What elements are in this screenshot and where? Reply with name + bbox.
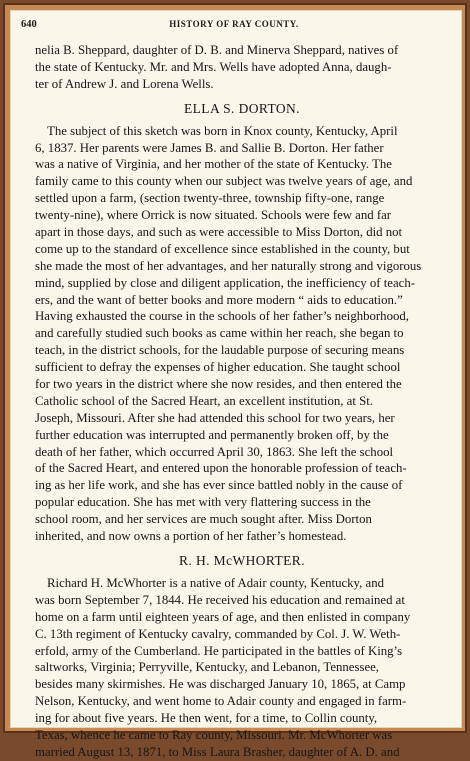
text-line: erfold, army of the Cumberland. He participated in the battles of King’s: [35, 643, 403, 658]
text-line: inherited, and now owns a portion of her father’s homestead.: [35, 529, 347, 544]
text-line: ers, and the want of better books and more modern “ aids to education.”: [35, 292, 403, 307]
text-line: was a native of Virginia, and her mother of the state of Kentucky. The: [35, 157, 392, 172]
text-line: sufficient to defray the expenses of higher education. She taught school: [35, 360, 401, 375]
text-line: Catholic school of the Sacred Heart, an excellent institution, at St.: [35, 393, 373, 408]
book-page: [10, 10, 462, 759]
text-line: she made the most of her advantages, and her naturally strong and vigorous: [35, 258, 422, 273]
text-line: Richard H. McWhorter is a native of Adair county, Kentucky, and: [47, 575, 384, 590]
section-heading-dorton: ELLA S. DORTON.: [184, 100, 300, 116]
text-line: ter of Andrew J. and Lorena Wells.: [35, 76, 214, 91]
text-line: saltworks, Virginia; Perryville, Kentucky, and Lebanon, Tennessee,: [35, 660, 380, 675]
text-line: death of her father, which occurred April 30, 1863. She left the school: [35, 444, 394, 459]
text-line: besides many skirmishes. He was discharged January 10, 1865, at Camp: [35, 677, 406, 692]
text-line: C. 13th regiment of Kentucky cavalry, commanded by Col. J. W. Weth-: [35, 626, 401, 641]
text-line: ing for about five years. He then went, for a time, to Collin county,: [35, 711, 378, 726]
text-line: come up to the standard of excellence since established in the county, but: [35, 241, 410, 256]
text-line: of the Sacred Heart, and entered upon the honorable profession of teach-: [35, 461, 407, 476]
text-line: and carefully studied such books as came within her reach, she began to: [35, 326, 404, 341]
text-line: further education was interrupted and permanently broken off, by the: [35, 427, 389, 442]
intro-paragraph: [35, 42, 449, 93]
text-line: ing as her life work, and she has ever since battled nobly in the cause of: [35, 478, 403, 493]
page-header: [21, 19, 447, 33]
section-heading-mcwhorter: R. H. McWHORTER.: [179, 552, 305, 568]
page-number: 640: [21, 19, 37, 30]
dorton-paragraph: [35, 123, 449, 545]
text-line: was born September 7, 1844. He received his education and remained at: [35, 592, 405, 607]
text-line: teach, in the district schools, for the laudable purpose of securing means: [35, 343, 405, 358]
text-line: Joseph, Missouri. After she had attended this school for two years, her: [35, 410, 395, 425]
text-line: school room, and her services are much sought after. Miss Dorton: [35, 512, 372, 527]
text-line: mind, supplied by close and diligent application, the inefficiency of teach-: [35, 275, 416, 290]
text-line: family came to this county when our subject was twelve years of age, and: [35, 174, 413, 189]
text-line: Texas, whence he came to Ray county, Missouri. Mr. McWhorter was: [35, 727, 393, 742]
text-line: for two years in the district where she now resides, and then entered the: [35, 377, 402, 392]
text-line: popular education. She has met with very flattering success in the: [35, 495, 371, 510]
page-frame: [3, 3, 467, 759]
running-title: HISTORY OF RAY COUNTY.: [169, 19, 299, 29]
text-line: nelia B. Sheppard, daughter of D. B. and Minerva Sheppard, natives of: [35, 43, 399, 57]
text-line: apart in those days, and such as were accessible to Miss Dorton, did not: [35, 225, 403, 240]
text-line: The subject of this sketch was born in Knox county, Kentucky, April: [47, 123, 398, 138]
page-body: [35, 42, 449, 761]
text-line: married August 13, 1871, to Miss Laura Brasher, daughter of A. D. and: [35, 744, 400, 759]
text-line: 6, 1837. Her parents were James B. and Sallie B. Dorton. Her father: [35, 140, 384, 155]
mcwhorter-paragraph: [35, 575, 449, 761]
text-line: Nelson, Kentucky, and went home to Adair county and engaged in farm-: [35, 694, 407, 709]
text-line: settled upon a farm, (section twenty-three, township fifty-one, range: [35, 191, 385, 206]
text-line: Having exhausted the course in the schools of her father’s neighborhood,: [35, 309, 409, 324]
text-line: home on a farm until eighteen years of age, and then enlisted in company: [35, 609, 411, 624]
text-line: twenty-nine), where Orrick is now situated. Schools were few and far: [35, 208, 392, 223]
text-line: the state of Kentucky. Mr. and Mrs. Wells have adopted Anna, daugh-: [35, 59, 392, 74]
